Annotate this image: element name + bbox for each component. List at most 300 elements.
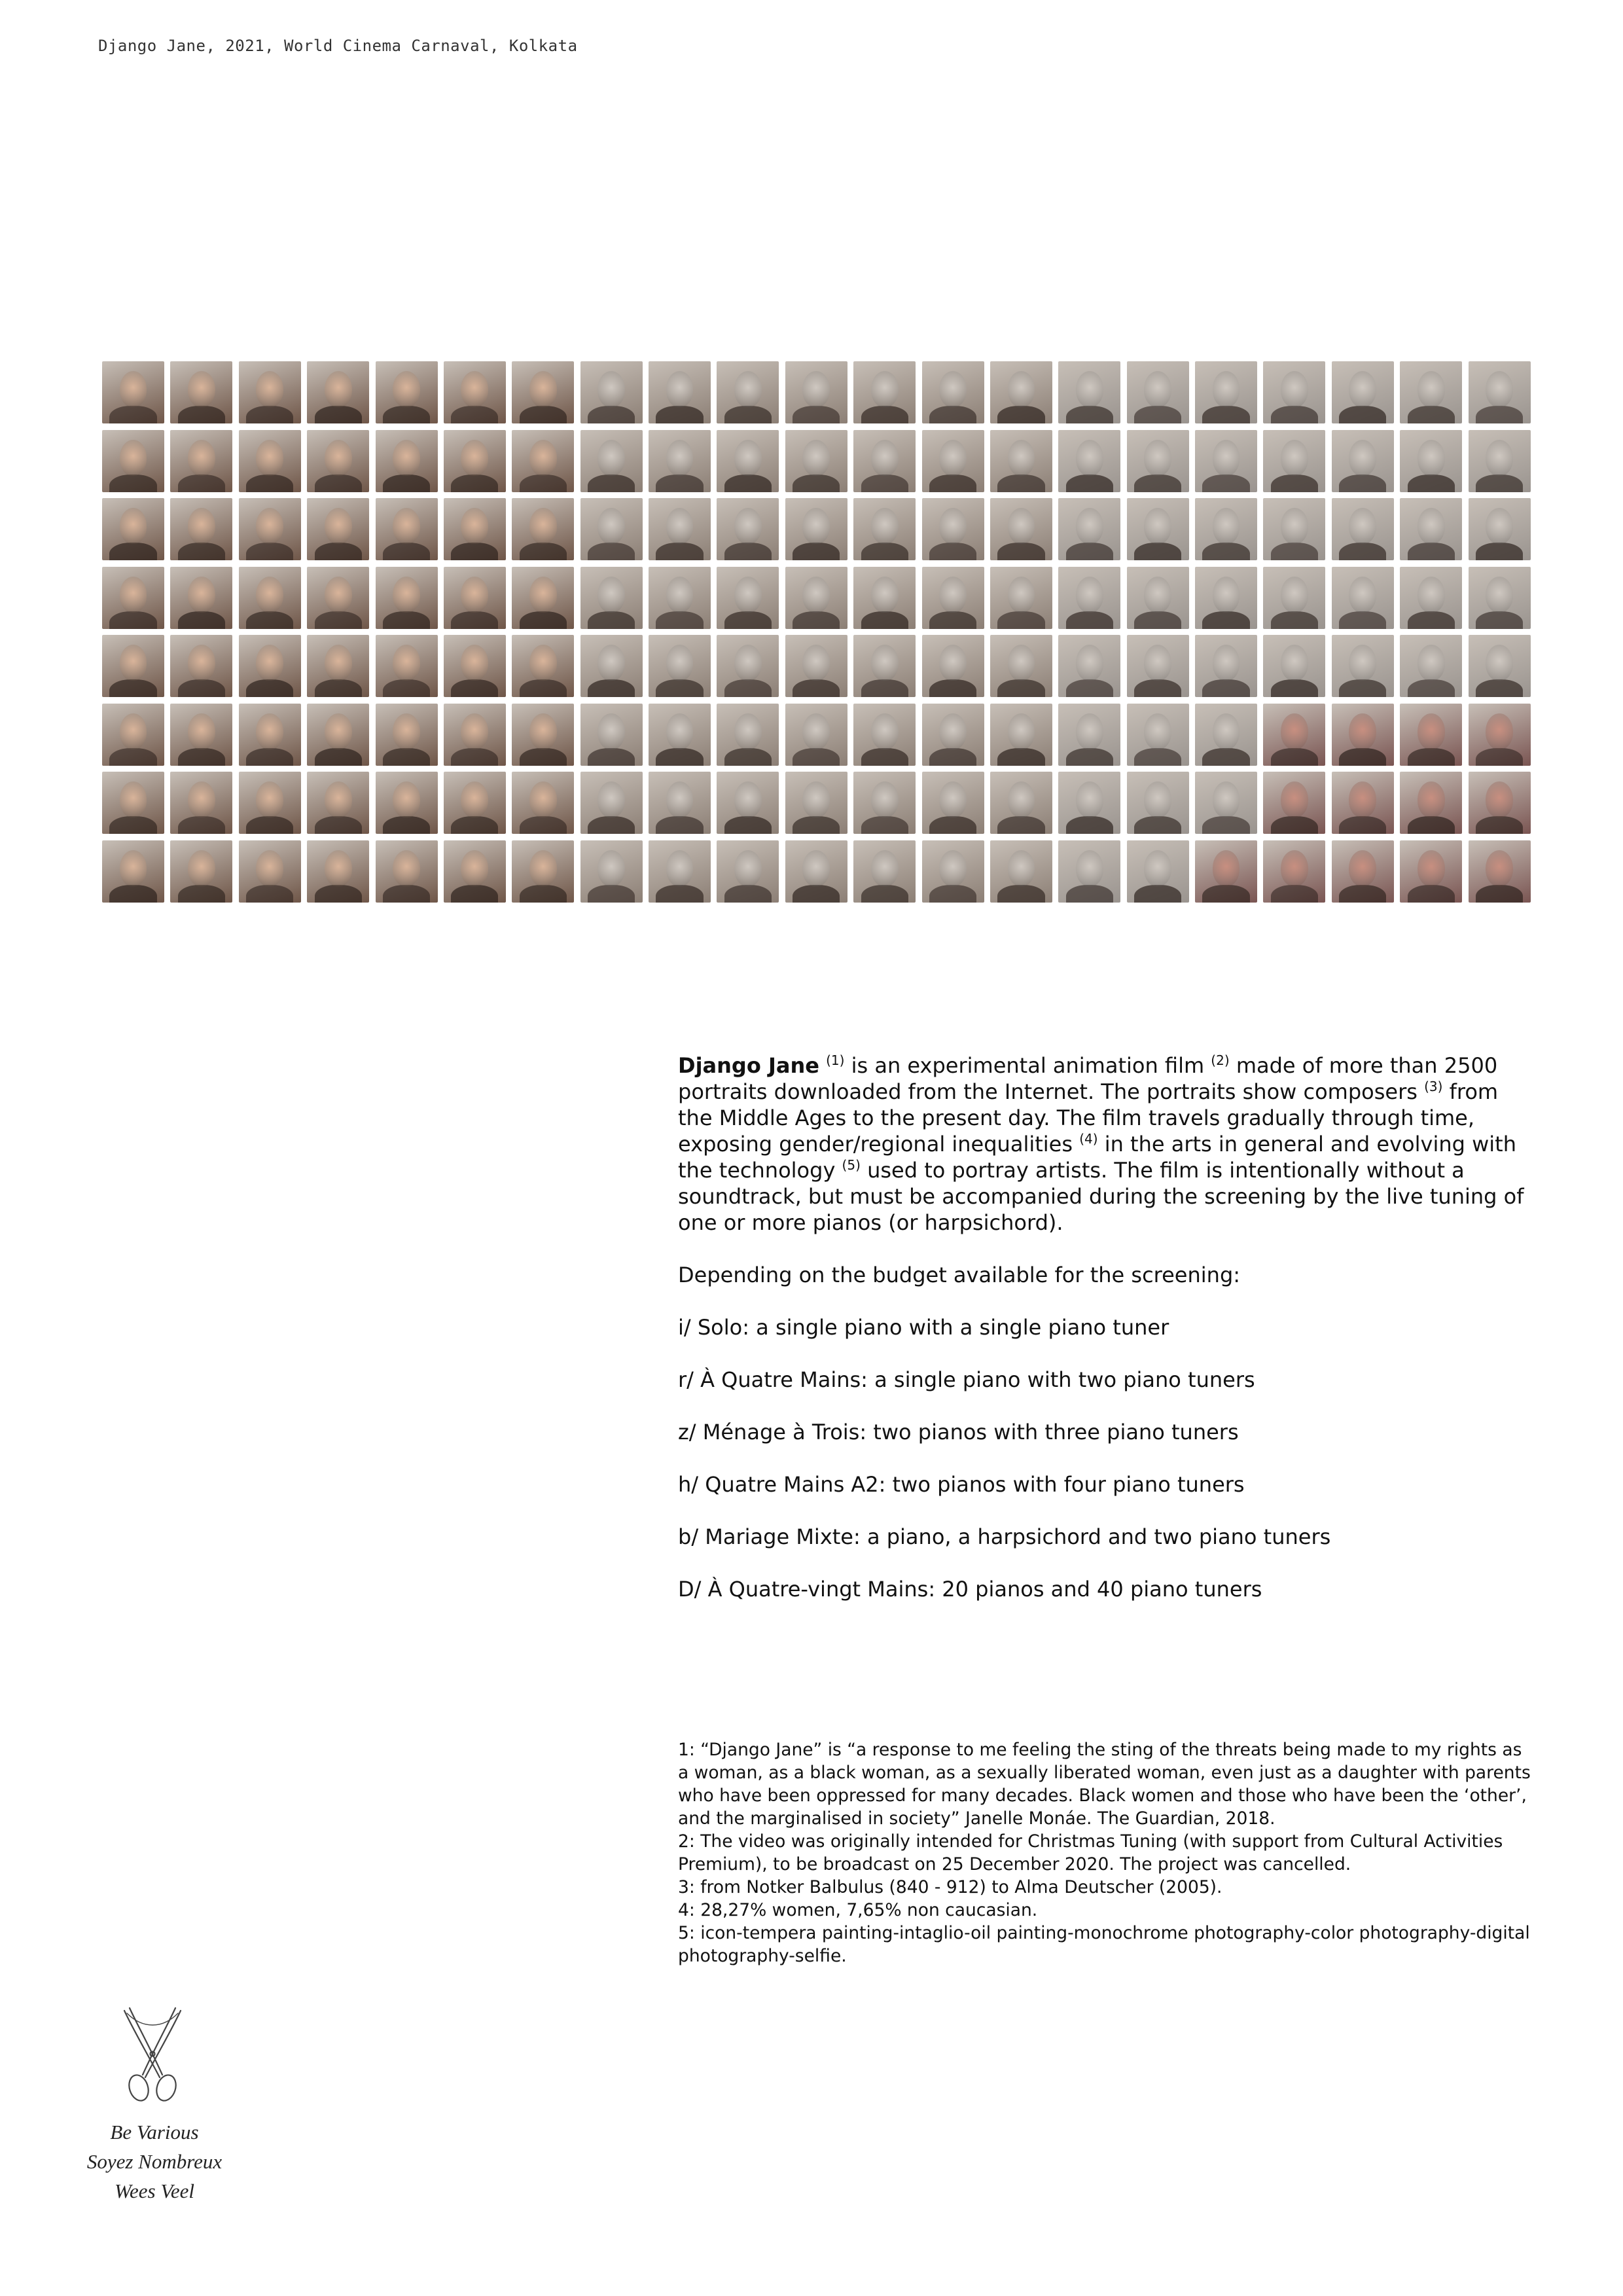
portrait-face	[1008, 713, 1035, 749]
portrait-thumbnail	[170, 498, 232, 560]
portrait-face	[1281, 371, 1308, 407]
portrait-figure	[383, 475, 430, 492]
portrait-thumbnail	[1127, 840, 1189, 903]
portrait-face	[256, 850, 283, 886]
portrait-thumbnail	[922, 430, 984, 492]
portrait-thumbnail	[1332, 498, 1394, 560]
portrait-thumbnail	[376, 840, 438, 903]
portrait-thumbnail	[512, 772, 574, 834]
portrait-face	[871, 508, 899, 544]
portrait-thumbnail	[1400, 430, 1462, 492]
portrait-thumbnail	[1332, 567, 1394, 629]
portrait-figure	[929, 816, 976, 834]
portrait-figure	[1339, 748, 1386, 766]
portrait-figure	[1271, 406, 1318, 423]
intro-text-2: made of more than 2500 portraits downloaded from the Internet. The portraits show composers	[678, 1053, 1498, 1104]
portrait-thumbnail	[853, 772, 916, 834]
portrait-face	[1486, 713, 1513, 749]
portrait-face	[1281, 508, 1308, 544]
portrait-figure	[1408, 406, 1455, 423]
portrait-thumbnail	[922, 635, 984, 697]
portrait-face	[393, 645, 420, 681]
portrait-thumbnail	[1058, 498, 1120, 560]
portrait-figure	[656, 475, 703, 492]
portrait-figure	[1202, 816, 1249, 834]
footnote-4: 4: 28,27% women, 7,65% non caucasian.	[678, 1900, 1038, 1920]
portrait-figure	[246, 679, 293, 697]
portrait-thumbnail	[785, 567, 847, 629]
motto-line-2: Soyez Nombreux	[86, 2150, 223, 2173]
portrait-figure	[1066, 679, 1113, 697]
portrait-thumbnail	[580, 498, 643, 560]
portrait-figure	[588, 406, 635, 423]
portrait-face	[1418, 508, 1445, 544]
portrait-face	[1213, 645, 1240, 681]
portrait-figure	[1066, 611, 1113, 629]
portrait-face	[871, 577, 899, 613]
scissors-monogram-icon	[110, 1996, 195, 2108]
portrait-face	[1349, 781, 1376, 817]
portrait-figure	[861, 611, 908, 629]
portrait-thumbnail	[239, 635, 301, 697]
portrait-thumbnail	[102, 704, 164, 766]
portrait-thumbnail	[580, 772, 643, 834]
portrait-face	[461, 508, 488, 544]
portrait-thumbnail	[649, 567, 711, 629]
portrait-thumbnail	[170, 430, 232, 492]
portrait-thumbnail	[785, 704, 847, 766]
portrait-figure	[656, 816, 703, 834]
portrait-figure	[929, 406, 976, 423]
portrait-thumbnail	[1127, 498, 1189, 560]
portrait-thumbnail	[512, 361, 574, 423]
portrait-thumbnail	[444, 567, 506, 629]
portrait-figure	[656, 543, 703, 560]
portrait-figure	[315, 816, 362, 834]
portrait-face	[1008, 371, 1035, 407]
portrait-figure	[1408, 679, 1455, 697]
portrait-face	[1213, 440, 1240, 476]
portrait-figure	[1339, 543, 1386, 560]
portrait-figure	[656, 406, 703, 423]
portrait-figure	[1476, 679, 1523, 697]
portrait-face	[1144, 508, 1171, 544]
portrait-face	[256, 645, 283, 681]
portrait-face	[1144, 371, 1171, 407]
portrait-figure	[588, 748, 635, 766]
portrait-figure	[178, 406, 225, 423]
portrait-figure	[1134, 611, 1181, 629]
option-menage-a-trois: z/ Ménage à Trois: two pianos with three piano tuners	[678, 1420, 1239, 1444]
portrait-face	[871, 713, 899, 749]
portrait-face	[1281, 713, 1308, 749]
portrait-face	[461, 645, 488, 681]
footnote-2: 2: The video was originally intended for Christmas Tuning (with support from Cultural Activities Premium), to be broadcast on 25 December 2020. The project was cancelled.	[678, 1831, 1503, 1874]
portrait-figure	[724, 816, 772, 834]
portrait-thumbnail	[102, 430, 164, 492]
portrait-thumbnail	[1195, 430, 1257, 492]
portrait-face	[1076, 508, 1103, 544]
portrait-face	[939, 850, 967, 886]
portrait-face	[734, 850, 762, 886]
portrait-figure	[1202, 885, 1249, 903]
portrait-figure	[520, 816, 567, 834]
portrait-thumbnail	[1127, 567, 1189, 629]
portrait-thumbnail	[1127, 635, 1189, 697]
portrait-face	[1144, 577, 1171, 613]
portrait-thumbnail	[444, 430, 506, 492]
portrait-figure	[246, 816, 293, 834]
option-quatre-mains: r/ À Quatre Mains: a single piano with two piano tuners	[678, 1367, 1255, 1392]
portrait-thumbnail	[649, 635, 711, 697]
portrait-thumbnail	[239, 361, 301, 423]
portrait-face	[666, 645, 694, 681]
portrait-face	[188, 713, 215, 749]
portrait-face	[188, 645, 215, 681]
portrait-thumbnail	[239, 567, 301, 629]
portrait-figure	[724, 611, 772, 629]
intro-text-5: used to portray artists. The film is intentionally without a soundtrack, but must be accompanied during the screening by the live tuning of one or more pianos (or harpsichord).	[678, 1158, 1524, 1235]
portrait-thumbnail	[444, 498, 506, 560]
portrait-thumbnail	[853, 704, 916, 766]
portrait-thumbnail	[990, 635, 1052, 697]
portrait-face	[1144, 850, 1171, 886]
portrait-figure	[451, 543, 498, 560]
portrait-thumbnail	[1195, 840, 1257, 903]
portrait-thumbnail	[785, 635, 847, 697]
portrait-figure	[1476, 816, 1523, 834]
footnote-ref-3: (3)	[1424, 1079, 1443, 1094]
portrait-figure	[1134, 543, 1181, 560]
portrait-thumbnail	[1332, 361, 1394, 423]
portrait-figure	[1202, 611, 1249, 629]
portrait-thumbnail	[239, 840, 301, 903]
portrait-thumbnail	[1400, 635, 1462, 697]
portrait-face	[1213, 508, 1240, 544]
portrait-thumbnail	[580, 635, 643, 697]
portrait-face	[1076, 371, 1103, 407]
portrait-face	[120, 781, 147, 817]
portrait-figure	[383, 748, 430, 766]
portrait-thumbnail	[922, 704, 984, 766]
portrait-face	[1144, 713, 1171, 749]
portrait-figure	[520, 885, 567, 903]
portrait-thumbnail	[376, 635, 438, 697]
portrait-thumbnail	[1400, 498, 1462, 560]
portrait-figure	[1202, 679, 1249, 697]
portrait-figure	[383, 679, 430, 697]
portrait-face	[1076, 781, 1103, 817]
portrait-face	[120, 713, 147, 749]
portrait-face	[1076, 645, 1103, 681]
portrait-thumbnail	[990, 430, 1052, 492]
portrait-figure	[929, 611, 976, 629]
portrait-face	[734, 440, 762, 476]
portrait-thumbnail	[239, 772, 301, 834]
portrait-thumbnail	[1263, 840, 1325, 903]
intro-text-1: is an experimental animation film	[844, 1053, 1211, 1078]
portrait-face	[1486, 781, 1513, 817]
portrait-figure	[1066, 816, 1113, 834]
portrait-face	[188, 577, 215, 613]
footnote-ref-4: (4)	[1079, 1131, 1098, 1147]
portrait-face	[1349, 508, 1376, 544]
portrait-figure	[1202, 406, 1249, 423]
portrait-face	[1349, 645, 1376, 681]
portrait-face	[1213, 371, 1240, 407]
portrait-figure	[588, 816, 635, 834]
portrait-figure	[520, 475, 567, 492]
portrait-figure	[929, 885, 976, 903]
portrait-figure	[997, 679, 1044, 697]
intro-text-3: from the Middle Ages to the present day. The film travels gradually through time, exposing gender/regional inequalities	[678, 1079, 1499, 1157]
portrait-figure	[1066, 543, 1113, 560]
portrait-figure	[451, 611, 498, 629]
portrait-face	[256, 577, 283, 613]
portrait-figure	[109, 885, 156, 903]
portrait-face	[461, 440, 488, 476]
portrait-face	[1486, 645, 1513, 681]
portrait-thumbnail	[444, 635, 506, 697]
portrait-figure	[1134, 748, 1181, 766]
portrait-figure	[1271, 816, 1318, 834]
portrait-figure	[1408, 543, 1455, 560]
portrait-face	[871, 440, 899, 476]
portrait-face	[802, 440, 830, 476]
portrait-thumbnail	[1195, 635, 1257, 697]
portrait-face	[1281, 440, 1308, 476]
portrait-thumbnail	[649, 361, 711, 423]
portrait-figure	[1339, 885, 1386, 903]
portrait-thumbnail	[512, 840, 574, 903]
portrait-face	[939, 440, 967, 476]
portrait-face	[1418, 645, 1445, 681]
portrait-figure	[1202, 748, 1249, 766]
portrait-face	[666, 508, 694, 544]
portrait-figure	[315, 885, 362, 903]
portrait-face	[1281, 645, 1308, 681]
portrait-thumbnail	[990, 567, 1052, 629]
portrait-thumbnail	[1058, 430, 1120, 492]
portrait-thumbnail	[785, 772, 847, 834]
portrait-thumbnail	[649, 704, 711, 766]
portrait-figure	[929, 748, 976, 766]
portrait-thumbnail	[1400, 361, 1462, 423]
portrait-face	[188, 850, 215, 886]
portrait-face	[1418, 713, 1445, 749]
portrait-figure	[724, 885, 772, 903]
footnote-ref-1: (1)	[826, 1052, 845, 1068]
portrait-thumbnail	[990, 704, 1052, 766]
portrait-thumbnail	[853, 498, 916, 560]
portrait-thumbnail	[1400, 704, 1462, 766]
portrait-figure	[1476, 543, 1523, 560]
portrait-figure	[109, 406, 156, 423]
portrait-figure	[451, 816, 498, 834]
portrait-figure	[997, 816, 1044, 834]
portrait-figure	[997, 475, 1044, 492]
portrait-face	[1076, 577, 1103, 613]
portrait-figure	[315, 748, 362, 766]
portrait-thumbnail	[444, 361, 506, 423]
portrait-figure	[383, 816, 430, 834]
portrait-face	[120, 440, 147, 476]
footnote-ref-2: (2)	[1211, 1052, 1230, 1068]
portrait-face	[120, 371, 147, 407]
portrait-figure	[451, 748, 498, 766]
portrait-figure	[1408, 475, 1455, 492]
portrait-face	[529, 440, 557, 476]
portrait-figure	[109, 748, 156, 766]
option-mariage-mixte: b/ Mariage Mixte: a piano, a harpsichord and two piano tuners	[678, 1524, 1331, 1549]
portrait-figure	[383, 611, 430, 629]
portrait-figure	[861, 748, 908, 766]
portrait-face	[1349, 371, 1376, 407]
portrait-figure	[861, 885, 908, 903]
portrait-figure	[929, 475, 976, 492]
portrait-face	[1008, 440, 1035, 476]
portrait-face	[529, 781, 557, 817]
portrait-face	[871, 645, 899, 681]
portrait-thumbnail	[922, 840, 984, 903]
portrait-face	[597, 371, 625, 407]
portrait-figure	[1134, 475, 1181, 492]
portrait-face	[529, 850, 557, 886]
portrait-thumbnail	[580, 567, 643, 629]
portrait-face	[1486, 371, 1513, 407]
portrait-thumbnail	[444, 704, 506, 766]
portrait-figure	[1408, 611, 1455, 629]
portrait-figure	[588, 885, 635, 903]
portrait-thumbnail	[1332, 704, 1394, 766]
portrait-thumbnail	[307, 430, 369, 492]
portrait-face	[393, 577, 420, 613]
portrait-thumbnail	[717, 567, 779, 629]
motto-line-1: Be Various	[110, 2121, 199, 2144]
portrait-thumbnail	[102, 635, 164, 697]
portrait-face	[529, 645, 557, 681]
portrait-figure	[520, 679, 567, 697]
portrait-thumbnail	[170, 704, 232, 766]
portrait-face	[1213, 713, 1240, 749]
portrait-face	[1144, 781, 1171, 817]
portrait-thumbnail	[512, 498, 574, 560]
portrait-figure	[1476, 611, 1523, 629]
portrait-figure	[178, 816, 225, 834]
portrait-figure	[861, 679, 908, 697]
portrait-thumbnail	[1263, 361, 1325, 423]
portrait-thumbnail	[170, 635, 232, 697]
portrait-figure	[929, 679, 976, 697]
portrait-figure	[1271, 611, 1318, 629]
portrait-face	[1144, 645, 1171, 681]
portrait-face	[1486, 440, 1513, 476]
portrait-thumbnail	[376, 772, 438, 834]
portrait-thumbnail	[512, 635, 574, 697]
portrait-face	[1076, 713, 1103, 749]
portrait-face	[1213, 850, 1240, 886]
portrait-face	[802, 645, 830, 681]
option-quatre-vingt-mains: D/ À Quatre-vingt Mains: 20 pianos and 40 piano tuners	[678, 1577, 1262, 1602]
portrait-thumbnail	[717, 635, 779, 697]
portrait-thumbnail	[1195, 498, 1257, 560]
portrait-thumbnail	[1332, 840, 1394, 903]
portrait-thumbnail	[1469, 704, 1531, 766]
budget-intro: Depending on the budget available for the screening:	[678, 1263, 1241, 1287]
portrait-figure	[724, 406, 772, 423]
portrait-face	[1281, 781, 1308, 817]
portrait-face	[1418, 371, 1445, 407]
portrait-face	[734, 781, 762, 817]
portrait-figure	[315, 406, 362, 423]
portrait-figure	[861, 406, 908, 423]
portrait-figure	[793, 885, 840, 903]
portrait-face	[1281, 850, 1308, 886]
portrait-thumbnail	[376, 498, 438, 560]
portrait-face	[393, 371, 420, 407]
portrait-thumbnail	[1469, 635, 1531, 697]
portrait-thumbnail	[853, 635, 916, 697]
portrait-thumbnail	[580, 840, 643, 903]
portrait-figure	[178, 679, 225, 697]
portrait-face	[461, 577, 488, 613]
portrait-figure	[861, 543, 908, 560]
portrait-figure	[1066, 885, 1113, 903]
portrait-face	[666, 577, 694, 613]
portrait-face	[1213, 781, 1240, 817]
portrait-face	[188, 781, 215, 817]
portrait-figure	[246, 885, 293, 903]
portrait-thumbnail	[990, 772, 1052, 834]
portrait-thumbnail	[1469, 840, 1531, 903]
portrait-face	[1144, 440, 1171, 476]
portrait-face	[325, 371, 352, 407]
portrait-figure	[793, 679, 840, 697]
portrait-face	[120, 577, 147, 613]
portrait-figure	[1339, 679, 1386, 697]
film-title: Django Jane	[678, 1053, 819, 1078]
portrait-thumbnail	[376, 361, 438, 423]
portrait-thumbnail	[990, 498, 1052, 560]
portrait-thumbnail	[990, 361, 1052, 423]
portrait-thumbnail	[922, 772, 984, 834]
intro-paragraph	[678, 1052, 1529, 1236]
portrait-face	[393, 713, 420, 749]
portrait-thumbnail	[853, 361, 916, 423]
portrait-face	[871, 371, 899, 407]
portrait-figure	[1271, 475, 1318, 492]
portrait-figure	[997, 406, 1044, 423]
portrait-face	[802, 508, 830, 544]
portrait-thumbnail	[512, 704, 574, 766]
portrait-thumbnail	[376, 430, 438, 492]
portrait-thumbnail	[170, 840, 232, 903]
portrait-thumbnail	[1469, 772, 1531, 834]
portrait-face	[802, 371, 830, 407]
portrait-figure	[383, 885, 430, 903]
portrait-thumbnail	[1400, 772, 1462, 834]
portrait-face	[256, 508, 283, 544]
portrait-face	[802, 577, 830, 613]
portrait-face	[529, 713, 557, 749]
portrait-thumbnail	[785, 430, 847, 492]
portrait-figure	[520, 611, 567, 629]
portrait-figure	[724, 748, 772, 766]
portrait-thumbnail	[717, 840, 779, 903]
portrait-face	[461, 713, 488, 749]
portrait-figure	[1271, 543, 1318, 560]
portrait-face	[256, 371, 283, 407]
